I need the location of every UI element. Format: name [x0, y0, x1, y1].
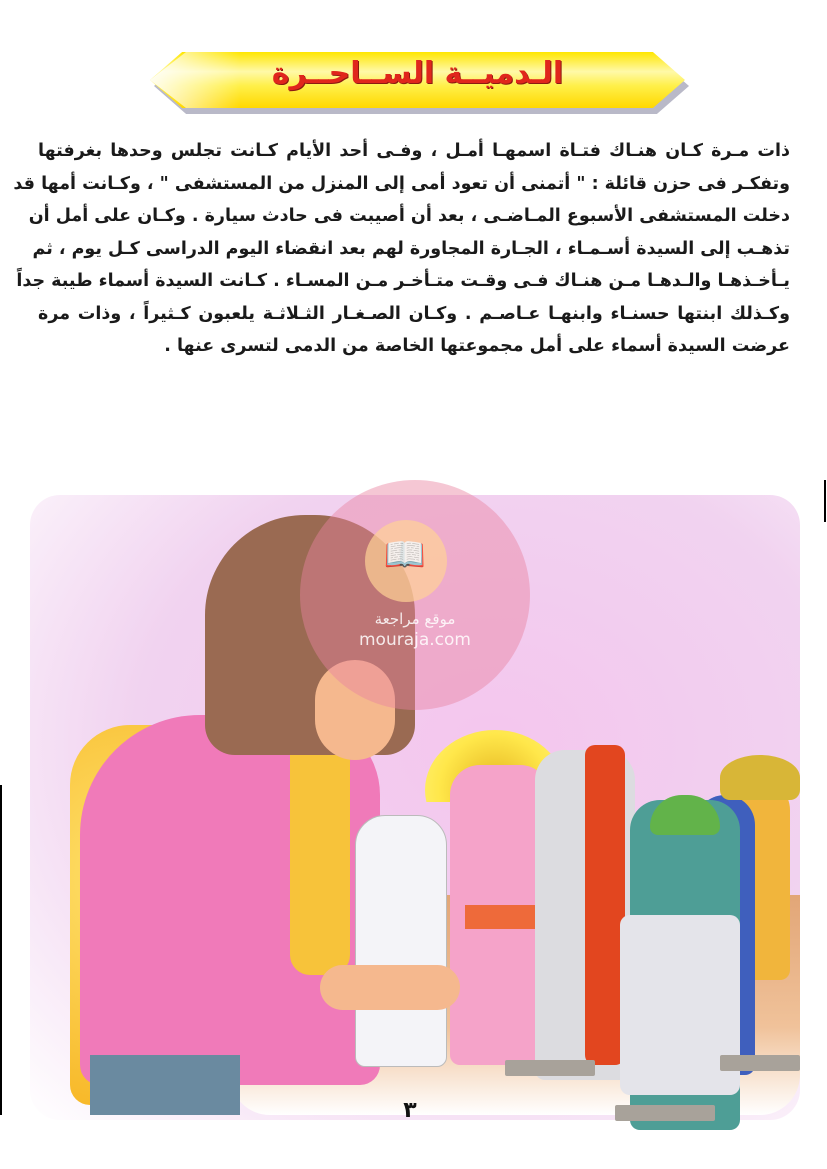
doll-stand: [615, 1105, 715, 1121]
watermark: [300, 480, 530, 710]
doll-stand: [505, 1060, 595, 1076]
girl-vest-front: [290, 725, 350, 975]
page-number: ٣: [403, 1098, 417, 1123]
page-edge-right: [824, 480, 826, 522]
girl-jeans: [90, 1055, 240, 1115]
story-line: يـأخـذهـا والـدهـا مـن هنـاك فـى وقـت متـأخـر مـن المسـاء . كـانت السيدة أسماء طيبة جداً: [16, 271, 790, 291]
doll-white-dress: [355, 815, 447, 1067]
book-icon: 📖: [383, 535, 427, 575]
story-line: دخلت المستشفى الأسبوع المـاضـى ، بعد أن أصيبت فى حادث سيارة . وكـان على أمل أن: [28, 206, 790, 226]
story-line: وكـذلك ابنتها حسنـاء وابنهـا عـاصـم . وكـان الصـغـار الثـلاثـة يلعبون كـثيراً ، وذات مرة: [38, 303, 790, 324]
red-scarf: [585, 745, 625, 1065]
girl-hand: [320, 965, 460, 1010]
story-line: وتفكـر فى حزن قائلة : " أتمنى أن تعود أمى إلى المنزل من المستشفى " ، وكـانت أمها قد: [13, 173, 790, 194]
straw-hat: [720, 755, 800, 800]
watermark-latin: mouraja.com: [359, 630, 471, 650]
story-line: تذهـب إلى السيدة أسـمـاء ، الجـارة المجاورة لهم بعد انقضاء اليوم الدراسى كـل يوم ، ثم: [32, 238, 790, 259]
title-banner: [150, 52, 685, 108]
page-edge-left: [0, 785, 2, 1115]
page-title: الـدميــة الســاحــرة: [271, 56, 564, 91]
watermark-arabic: موقع مراجعة: [374, 610, 456, 628]
doll-stand: [720, 1055, 800, 1071]
kimono-sash: [465, 905, 535, 929]
story-line: عرضت السيدة أسماء على أمل مجموعتها الخاصة من الدمى لتسرى عنها .: [164, 336, 790, 356]
story-line: ذات مـرة كـان هنـاك فتـاة اسمهـا أمـل ، وفـى أحد الأيام كـانت تجلس وحدها بغرفتها: [38, 141, 790, 161]
story-paragraph: [13, 135, 790, 363]
